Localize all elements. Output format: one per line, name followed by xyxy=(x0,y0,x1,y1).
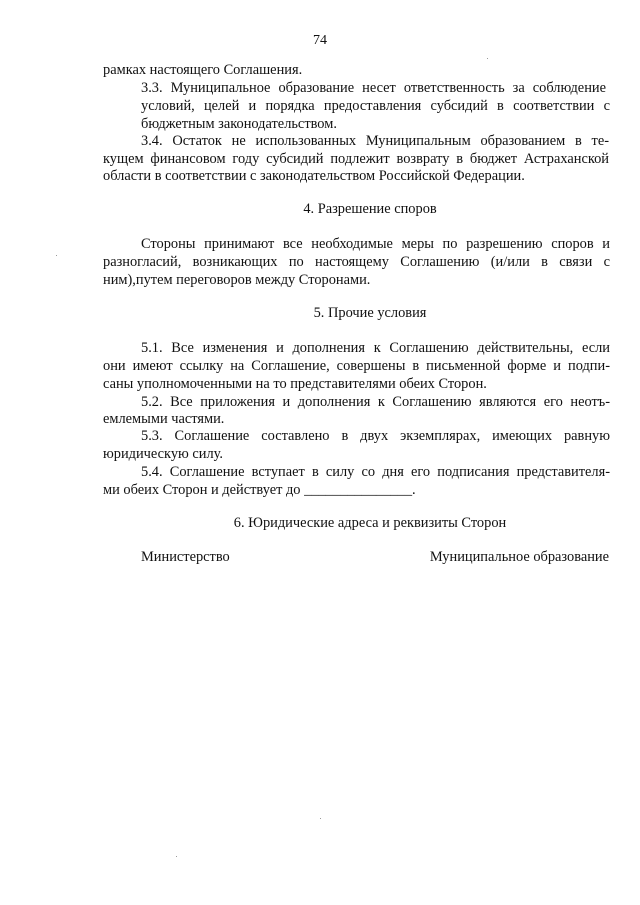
paragraph-line: ним),путем переговоров между Сторонами. xyxy=(103,272,371,288)
paragraph-line: они имеют ссылку на Соглашение, совершены в письменной форме и подпи- xyxy=(103,358,610,374)
paragraph-line: бюджетным законодательством. xyxy=(141,116,337,132)
paragraph-line: Стороны принимают все необходимые меры по разрешению споров и xyxy=(141,236,610,252)
paragraph-line: юридическую силу. xyxy=(103,446,223,462)
paragraph-line: условий, целей и порядка предоставления субсидий в соответствии с xyxy=(141,98,610,114)
paragraph-line: ми обеих Сторон и действует до _______________. xyxy=(103,482,416,498)
scan-speck xyxy=(56,255,57,256)
paragraph-line: 3.4. Остаток не использованных Муниципальным образованием в те- xyxy=(141,133,609,149)
section-heading: 5. Прочие условия xyxy=(313,305,427,321)
paragraph-line: 5.3. Соглашение составлено в двух экземплярах, имеющих равную xyxy=(141,428,610,444)
paragraph-line: 3.3. Муниципальное образование несет ответственность за соблюдение xyxy=(141,80,606,96)
paragraph-line: разногласий, возникающих по настоящему Соглашению (и/или в связи с xyxy=(103,254,610,270)
scan-speck xyxy=(320,818,321,819)
signatory-left: Министерство xyxy=(141,549,230,565)
paragraph-line: области в соответствии с законодательством Российской Федерации. xyxy=(103,168,525,184)
section-heading: 6. Юридические адреса и реквизиты Сторон xyxy=(233,515,507,531)
section-heading: 4. Разрешение споров xyxy=(303,201,437,217)
scan-speck xyxy=(176,856,177,857)
paragraph-line: 5.2. Все приложения и дополнения к Соглашению являются его неотъ- xyxy=(141,394,610,410)
paragraph-line: кущем финансовом году субсидий подлежит возврату в бюджет Астраханской xyxy=(103,151,609,167)
paragraph-line: 5.4. Соглашение вступает в силу со дня его подписания представителя- xyxy=(141,464,610,480)
paragraph-line: 5.1. Все изменения и дополнения к Соглашению действительны, если xyxy=(141,340,610,356)
scan-speck xyxy=(487,58,488,59)
page-number: 74 xyxy=(313,33,327,48)
paragraph-line: саны уполномоченными на то представителями обеих Сторон. xyxy=(103,376,487,392)
signatory-right: Муниципальное образование xyxy=(429,549,609,565)
paragraph-line: емлемыми частями. xyxy=(103,411,225,427)
paragraph-line: рамках настоящего Соглашения. xyxy=(103,62,303,78)
